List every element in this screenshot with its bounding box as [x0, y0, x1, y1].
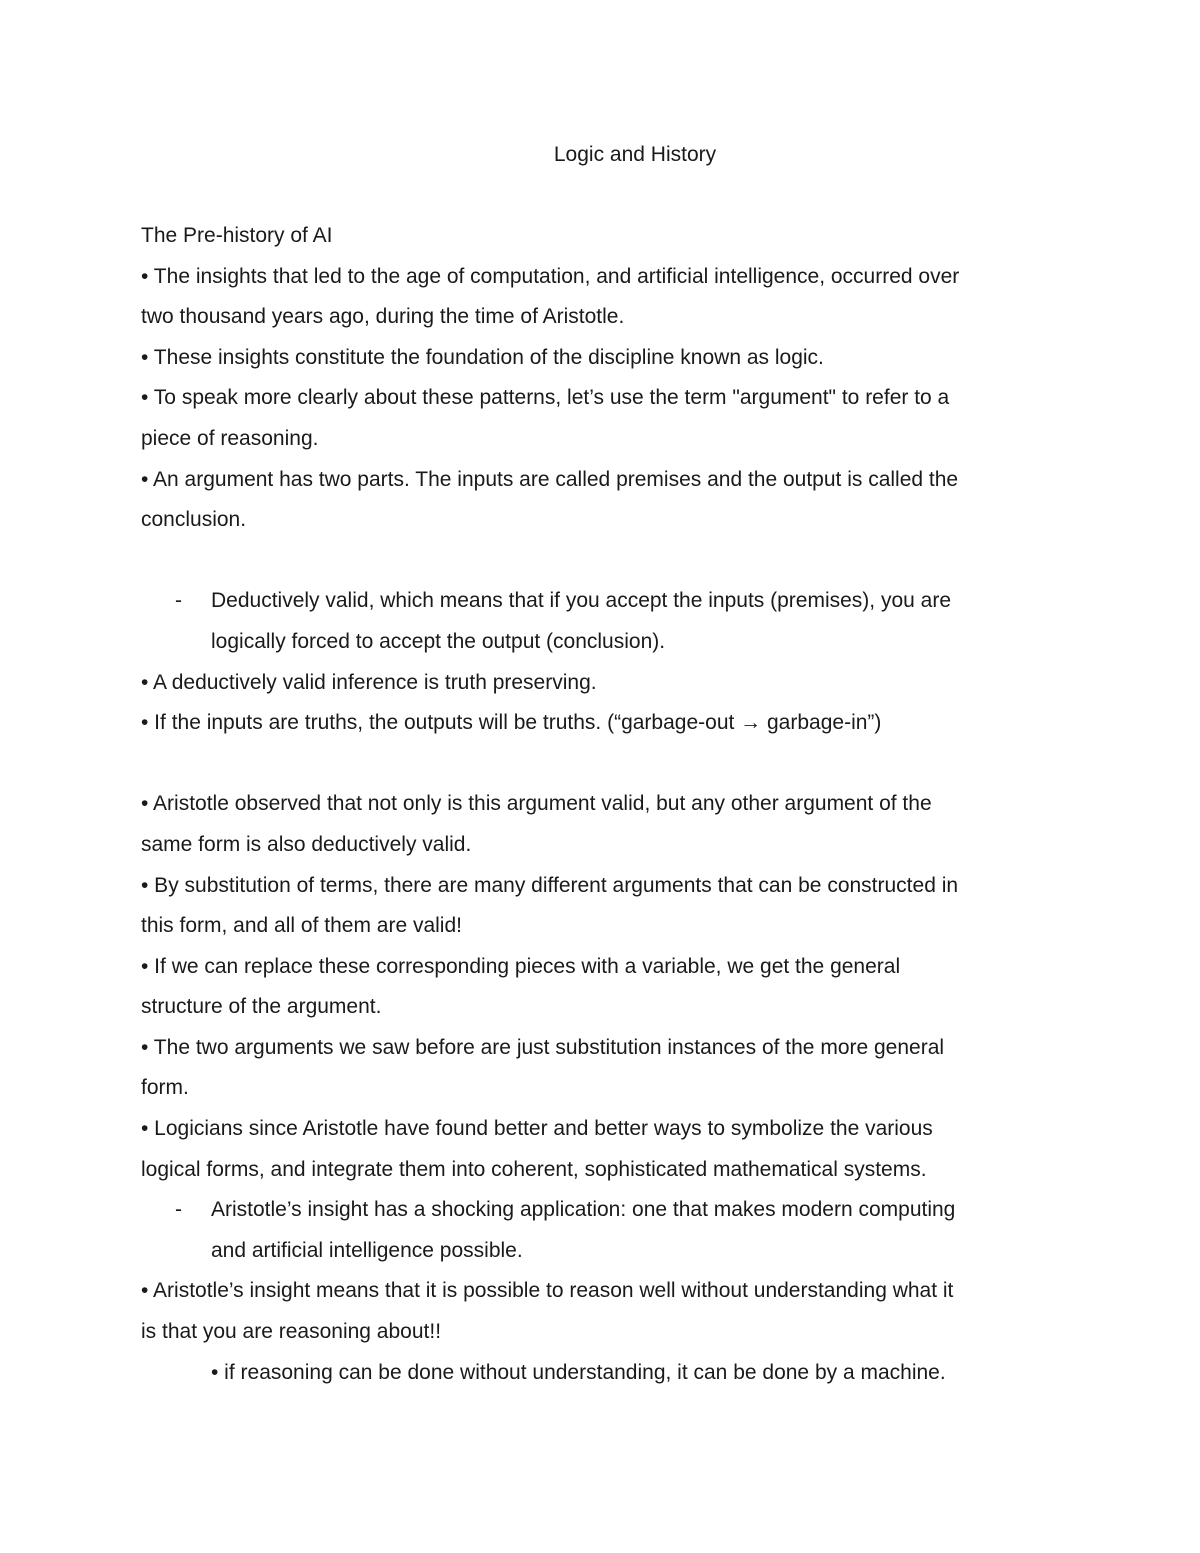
paragraph-line: • If we can replace these corresponding pieces with a variable, we get the general: [141, 954, 901, 978]
paragraph-line: this form, and all of them are valid!: [141, 914, 462, 938]
document-title: Logic and History: [553, 143, 717, 166]
paragraph-line: • To speak more clearly about these patterns, let’s use the term "argument" to refer to a: [141, 386, 950, 410]
bullet-paragraph: [141, 663, 1071, 704]
paragraph-line: logically forced to accept the output (conclusion).: [211, 629, 666, 653]
paragraph-line: • By substitution of terms, there are many different arguments that can be constructed in: [141, 873, 959, 897]
paragraph-line: • If the inputs are truths, the outputs will be truths. (“garbage-out → garbage-in”): [141, 711, 882, 735]
paragraph-line: • if reasoning can be done without understanding, it can be done by a machine.: [211, 1360, 946, 1384]
paragraph-line: and artificial intelligence possible.: [211, 1238, 523, 1262]
bullet-paragraph: [141, 784, 1071, 865]
dash-list-item: [141, 1190, 1071, 1271]
paragraph-line: form.: [141, 1076, 189, 1100]
paragraph-line: • Logicians since Aristotle have found better and better ways to symbolize the various: [141, 1117, 933, 1141]
paragraph-line: • These insights constitute the foundation of the discipline known as logic.: [141, 345, 824, 369]
bullet-paragraph: [141, 1028, 1071, 1109]
paragraph-line: conclusion.: [141, 508, 247, 532]
blank-line: [141, 744, 1071, 785]
paragraph-line: two thousand years ago, during the time of Aristotle.: [141, 305, 625, 329]
paragraph-line: piece of reasoning.: [141, 426, 319, 450]
paragraph-line: • An argument has two parts. The inputs are called premises and the output is called the: [141, 467, 959, 491]
paragraph-line: • A deductively valid inference is truth preserving.: [141, 670, 597, 694]
paragraph-line: same form is also deductively valid.: [141, 832, 472, 856]
paragraph-line: • Aristotle observed that not only is this argument valid, but any other argument of the: [141, 792, 932, 816]
document-body: [141, 216, 1071, 1393]
bullet-paragraph: [141, 1109, 1071, 1190]
paragraph-line: • The insights that led to the age of computation, and artificial intelligence, occurred over: [141, 264, 960, 288]
paragraph-line: Aristotle’s insight has a shocking application: one that makes modern computing: [211, 1198, 956, 1222]
dash-list-item: [141, 581, 1071, 662]
bullet-paragraph: [141, 460, 1071, 541]
indented-bullet: [141, 1353, 1071, 1394]
blank-line: [141, 541, 1071, 582]
bullet-paragraph: [141, 1271, 1071, 1352]
paragraph-line: Deductively valid, which means that if you accept the inputs (premises), you are: [211, 589, 952, 613]
bullet-paragraph: [141, 338, 1071, 379]
section-heading: The Pre-history of AI: [141, 224, 333, 247]
paragraph-line: structure of the argument.: [141, 995, 382, 1019]
paragraph-line: • Aristotle’s insight means that it is possible to reason well without understanding what it: [141, 1279, 954, 1303]
bullet-paragraph: [141, 378, 1071, 459]
bullet-paragraph: [141, 257, 1071, 338]
dash-marker: -: [175, 1198, 182, 1222]
paragraph-line: • The two arguments we saw before are just substitution instances of the more general: [141, 1035, 945, 1059]
bullet-paragraph: [141, 866, 1071, 947]
bullet-paragraph: [141, 947, 1071, 1028]
paragraph-line: is that you are reasoning about!!: [141, 1320, 442, 1344]
paragraph-line: logical forms, and integrate them into coherent, sophisticated mathematical systems.: [141, 1157, 927, 1181]
dash-marker: -: [175, 589, 182, 613]
bullet-paragraph: [141, 703, 1071, 744]
